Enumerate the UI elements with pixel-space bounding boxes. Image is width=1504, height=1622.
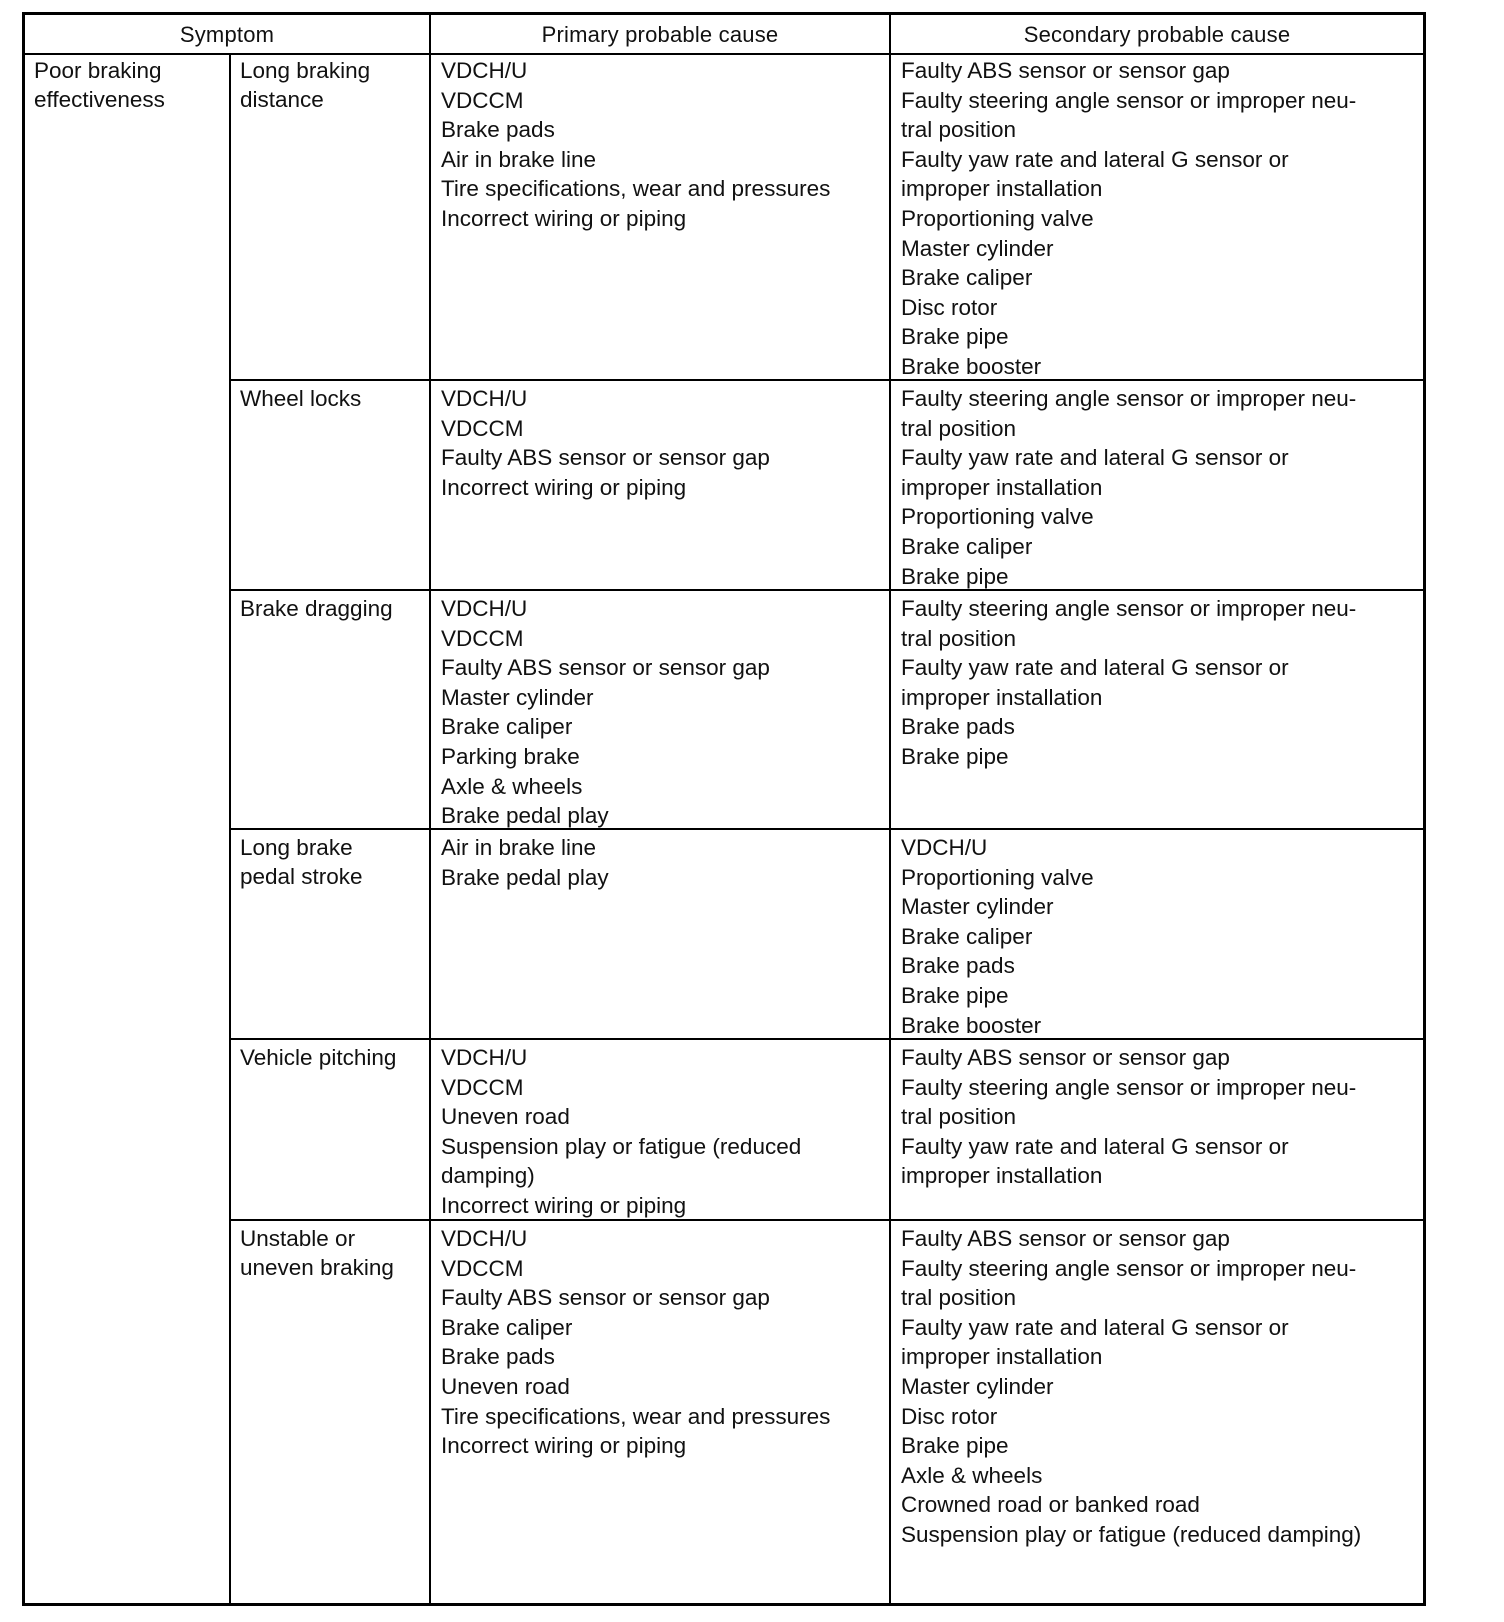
list-item: Incorrect wiring or piping xyxy=(441,1192,687,1218)
list-item: Brake pads xyxy=(441,117,555,143)
list-item: tral position xyxy=(901,1285,1017,1311)
primary-cause-list xyxy=(431,53,889,234)
list-item: Disc rotor xyxy=(901,294,998,320)
list-item: improper installation xyxy=(901,684,1103,710)
list-item: Master cylinder xyxy=(441,684,594,710)
list-item: VDCCM xyxy=(441,415,524,441)
secondary-cause-list xyxy=(891,381,1423,591)
secondary-cause-list xyxy=(891,1221,1423,1550)
secondary-cause-list xyxy=(891,830,1423,1040)
list-item: Faulty steering angle sensor or improper neu- xyxy=(901,1255,1357,1281)
symptom-vehicle-pitching: Vehicle pitching xyxy=(240,1045,397,1070)
list-item: Air in brake line xyxy=(441,835,597,860)
list-item: VDCH/U xyxy=(441,1045,528,1070)
list-item: Air in brake line xyxy=(441,146,597,172)
header-primary-cause: Primary probable cause xyxy=(541,22,779,47)
list-item: Disc rotor xyxy=(901,1403,998,1429)
list-item: Faulty ABS sensor or sensor gap xyxy=(441,655,770,681)
list-item: Brake pipe xyxy=(901,324,1009,350)
list-item: Brake caliper xyxy=(901,265,1033,291)
list-item: Proportioning valve xyxy=(901,504,1094,530)
list-item: Faulty yaw rate and lateral G sensor or xyxy=(901,1133,1289,1159)
list-item: Master cylinder xyxy=(901,235,1054,261)
secondary-cause-list xyxy=(891,591,1423,772)
symptom-unstable-or-uneven-braking: Unstable or uneven braking xyxy=(240,1226,394,1280)
secondary-cause-list xyxy=(891,1040,1423,1191)
list-item: Brake pads xyxy=(901,714,1015,740)
list-item: Faulty ABS sensor or sensor gap xyxy=(901,1226,1230,1251)
list-item: Axle & wheels xyxy=(441,773,583,799)
list-item: Faulty ABS sensor or sensor gap xyxy=(901,1045,1230,1070)
list-item: Incorrect wiring or piping xyxy=(441,474,687,500)
symptom-brake-dragging: Brake dragging xyxy=(240,596,393,621)
list-item: Uneven road xyxy=(441,1373,570,1399)
diagnosis-table xyxy=(22,12,1426,1606)
list-item: Brake pipe xyxy=(901,982,1009,1008)
primary-cause-list xyxy=(431,830,889,892)
list-item: VDCCM xyxy=(441,1074,524,1100)
list-item: tral position xyxy=(901,1104,1017,1130)
list-item: Brake pedal play xyxy=(441,803,609,829)
list-item: Suspension play or fatigue (reduced damping) xyxy=(901,1521,1362,1547)
symptom-long-brake-pedal-stroke: Long brake pedal stroke xyxy=(240,835,363,889)
list-item: improper installation xyxy=(901,176,1103,202)
list-item: Brake pipe xyxy=(901,743,1009,769)
list-item: Brake booster xyxy=(901,1012,1042,1038)
list-item: VDCH/U xyxy=(901,835,988,860)
primary-cause-list xyxy=(431,591,889,831)
list-item: Faulty steering angle sensor or improper neu- xyxy=(901,87,1357,113)
primary-cause-list xyxy=(431,381,889,502)
header-symptom: Symptom xyxy=(179,22,275,47)
list-item: Master cylinder xyxy=(901,1373,1054,1399)
list-item: tral position xyxy=(901,625,1017,651)
list-item: Faulty ABS sensor or sensor gap xyxy=(901,58,1230,83)
list-item: VDCCM xyxy=(441,625,524,651)
list-item: Brake pads xyxy=(901,953,1015,979)
header-secondary-cause: Secondary probable cause xyxy=(1023,22,1291,47)
list-item: VDCCM xyxy=(441,1255,524,1281)
list-item: Brake caliper xyxy=(901,923,1033,949)
list-item: Brake pads xyxy=(441,1344,555,1370)
list-item: VDCH/U xyxy=(441,58,528,83)
list-item: Faulty steering angle sensor or improper neu- xyxy=(901,1074,1357,1100)
list-item: improper installation xyxy=(901,1163,1103,1189)
list-item: VDCCM xyxy=(441,87,524,113)
list-item: Faulty steering angle sensor or improper neu- xyxy=(901,596,1357,621)
list-item: Tire specifications, wear and pressures xyxy=(441,176,831,202)
symptom-long-braking-distance: Long braking distance xyxy=(240,58,371,112)
list-item: Parking brake xyxy=(441,743,580,769)
list-item: Faulty yaw rate and lateral G sensor or xyxy=(901,146,1289,172)
list-item: VDCH/U xyxy=(441,1226,528,1251)
list-item: Faulty ABS sensor or sensor gap xyxy=(441,1285,770,1311)
list-item: Tire specifications, wear and pressures xyxy=(441,1403,831,1429)
symptom-wheel-locks: Wheel locks xyxy=(240,386,362,411)
list-item: Brake booster xyxy=(901,353,1042,379)
primary-cause-list xyxy=(431,1040,889,1221)
list-item: tral position xyxy=(901,415,1017,441)
primary-cause-list xyxy=(431,1221,889,1461)
list-item: VDCH/U xyxy=(441,596,528,621)
list-item: Faulty yaw rate and lateral G sensor or xyxy=(901,1314,1289,1340)
list-item: Brake caliper xyxy=(441,714,573,740)
list-item: Brake pipe xyxy=(901,1433,1009,1459)
list-item: damping) xyxy=(441,1163,535,1189)
list-item: improper installation xyxy=(901,474,1103,500)
list-item: Proportioning valve xyxy=(901,864,1094,890)
list-item: Uneven road xyxy=(441,1104,570,1130)
list-item: Master cylinder xyxy=(901,894,1054,920)
list-item: Incorrect wiring or piping xyxy=(441,1433,687,1459)
list-item: Faulty steering angle sensor or improper neu- xyxy=(901,386,1357,411)
list-item: VDCH/U xyxy=(441,386,528,411)
list-item: Faulty ABS sensor or sensor gap xyxy=(441,445,770,471)
list-item: Faulty yaw rate and lateral G sensor or xyxy=(901,655,1289,681)
secondary-cause-list xyxy=(891,53,1423,382)
symptom-group-label: Poor braking effectiveness xyxy=(34,58,165,112)
list-item: Incorrect wiring or piping xyxy=(441,205,687,231)
list-item: Brake pipe xyxy=(901,563,1009,589)
list-item: Brake pedal play xyxy=(441,864,609,890)
list-item: Suspension play or fatigue (reduced xyxy=(441,1133,802,1159)
list-item: tral position xyxy=(901,117,1017,143)
list-item: Brake caliper xyxy=(441,1314,573,1340)
list-item: Crowned road or banked road xyxy=(901,1492,1200,1518)
list-item: Brake caliper xyxy=(901,533,1033,559)
list-item: Axle & wheels xyxy=(901,1462,1043,1488)
list-item: Proportioning valve xyxy=(901,205,1094,231)
list-item: improper installation xyxy=(901,1344,1103,1370)
list-item: Faulty yaw rate and lateral G sensor or xyxy=(901,445,1289,471)
